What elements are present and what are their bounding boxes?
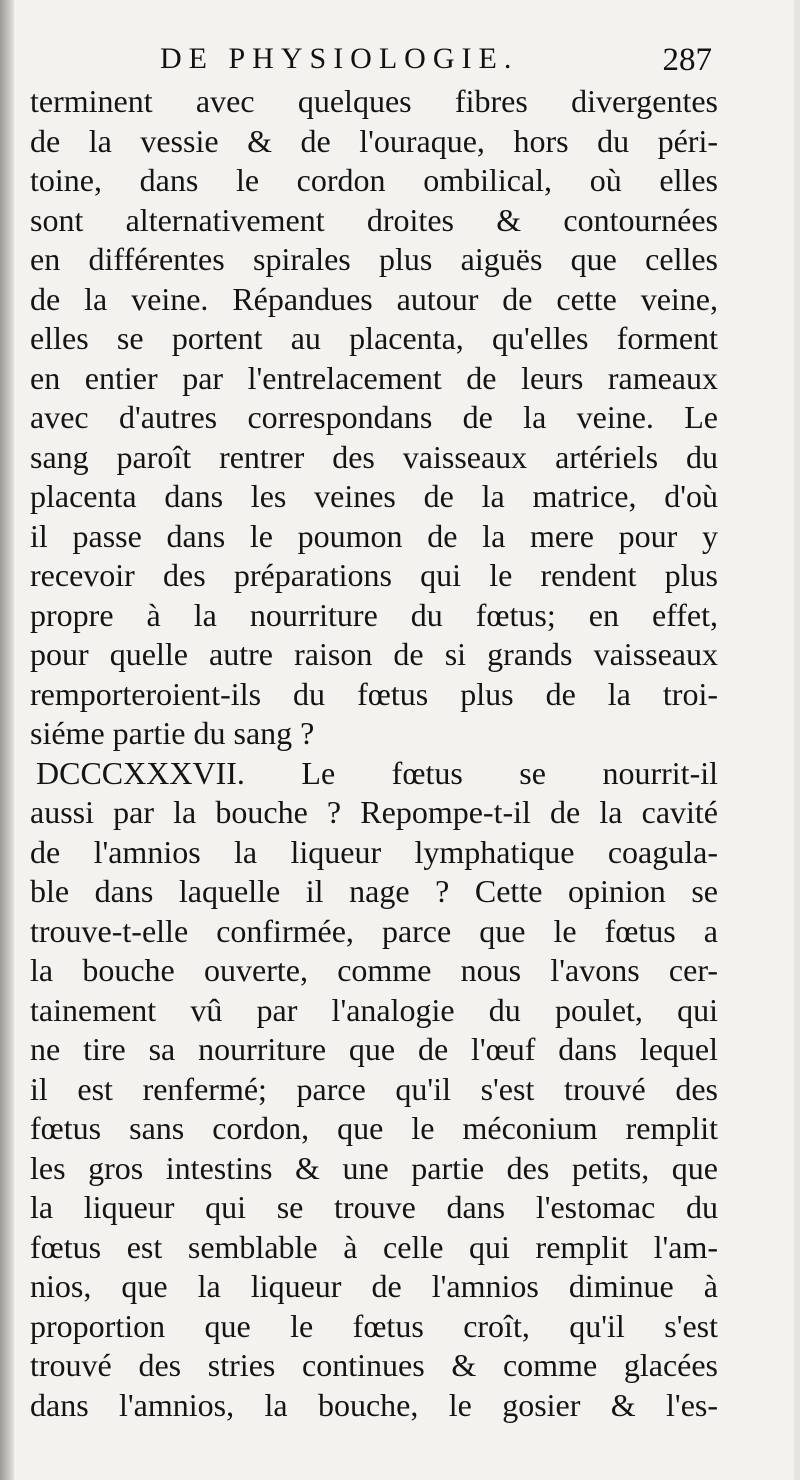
text-line: fœtus est semblable à celle qui remplit l'am- xyxy=(30,1228,718,1265)
text-line: elles se portent au placenta, qu'elles forment xyxy=(30,320,718,356)
text-line: tainement vû par l'analogie du poulet, qui xyxy=(30,991,718,1028)
text-line: la liqueur qui se trouve dans l'estomac du xyxy=(30,1189,718,1225)
text-line: il passe dans le poumon de la mere pour y xyxy=(30,517,718,554)
page-number: 287 xyxy=(662,42,712,78)
text-line: placenta dans les veines de la matrice, d'où xyxy=(30,478,718,514)
text-line: fœtus sans cordon, que le méconium remplit xyxy=(30,1110,718,1146)
text-line: terminent avec quelques fibres divergentes xyxy=(30,83,718,119)
text-line: trouve-t-elle confirmée, parce que le fœtus a xyxy=(30,912,718,949)
text-line: de l'amnios la liqueur lymphatique coagula- xyxy=(30,833,718,870)
text-line: il est renfermé; parce qu'il s'est trouvé des xyxy=(30,1070,718,1107)
text-line: avec d'autres correspondans de la veine. Le xyxy=(30,399,718,435)
paragraph-heading-line: DCCCXXXVII. Le fœtus se nourrit-il xyxy=(36,754,718,791)
text-line: toine, dans le cordon ombilical, où elles xyxy=(30,162,718,198)
text-line: en différentes spirales plus aiguës que celles xyxy=(30,241,718,277)
text-line: pour quelle autre raison de si grands vaisseaux xyxy=(30,636,718,672)
text-line: aussi par la bouche ? Repompe-t-il de la cavité xyxy=(30,794,718,830)
text-line: trouvé des stries continues & comme glacées xyxy=(30,1347,718,1383)
text-line: la bouche ouverte, comme nous l'avons cer- xyxy=(30,952,718,988)
text-line: recevoir des préparations qui le rendent plus xyxy=(30,557,718,593)
text-line: ble dans laquelle il nage ? Cette opinion se xyxy=(30,873,718,909)
running-head-title: DE PHYSIOLOGIE. xyxy=(160,42,519,75)
paragraph-last-line: siéme partie du sang ? xyxy=(30,715,315,751)
text-line: propre à la nourriture du fœtus; en effet, xyxy=(30,596,718,633)
text-line: en entier par l'entrelacement de leurs rameaux xyxy=(30,359,718,396)
text-line: de la veine. Répandues autour de cette veine, xyxy=(30,280,718,317)
binding-shadow xyxy=(0,0,14,1480)
text-line: sang paroît rentrer des vaisseaux artériels du xyxy=(30,438,718,475)
page-edge xyxy=(794,0,800,1480)
text-line: de la vessie & de l'ouraque, hors du péri- xyxy=(30,122,718,159)
text-line: dans l'amnios, la bouche, le gosier & l'es- xyxy=(30,1386,718,1423)
text-line: remporteroient-ils du fœtus plus de la troi- xyxy=(30,675,718,712)
text-line: proportion que le fœtus croît, qu'il s'est xyxy=(30,1307,718,1344)
text-line: les gros intestins & une partie des petits, que xyxy=(30,1149,718,1186)
body-text xyxy=(30,82,718,1425)
text-line: sont alternativement droites & contournées xyxy=(30,201,718,238)
text-line: ne tire sa nourriture que de l'œuf dans lequel xyxy=(30,1031,718,1067)
text-line: nios, que la liqueur de l'amnios diminue à xyxy=(30,1268,718,1304)
